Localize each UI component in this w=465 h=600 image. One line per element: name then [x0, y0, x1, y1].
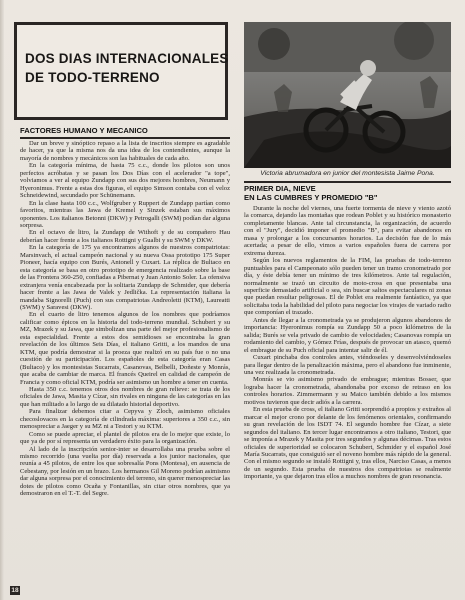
section-heading-first-day-line1: PRIMER DIA, NIEVE [244, 184, 316, 193]
paragraph: Dar un breve y sinóptico repaso a la lista de inscritos siempre es agradable de hacer, ya que la misma nos da una idea de los contendientes, aunque la mayoría de nombres y mecánicos son las habituales de cada año. [20, 140, 230, 162]
paragraph: Monrás se vio asimismo privado de embrague; mientras Bosser, que lograba hacer la cronometrada, abandonaba por exceso de retraso en los controles horarios. Zimmermann y su Maico también debido a los mismos motivos tuvieron que decir adiós a la carrera. [244, 376, 451, 406]
article-title-line2: DE TODO-TERRENO [25, 70, 160, 85]
photo-caption: Victoria abrumadora en junior del montesista Jaime Pona. [260, 170, 435, 177]
paragraph: Cuxart pinchaba dos controles antes, viéndoseles y desenvolviéndoseles para llegar dentro de la penalización máxima, pero el abandono fue inminente, una vez realizada la cronometrada. [244, 354, 451, 376]
paragraph: Durante la noche del viernes, una fuerte tormenta de nieve y viento azotó la comarca, dejando las montañas que rodean Poblet y su histórico monasterio completamente blancas. Ante tal circunstancia, la organización, de acuerdo con el "Jury", decidió imponer el promedio "B", para evitar abandonos en masa y prolongar a los concursantes horarios. La decisión fue de lo más acertada; a pesar de ello, vimos a varios españoles fuera de carrera por extrema dureza. [244, 205, 451, 257]
paragraph: Para finalizar debemos citar a Cepyva y Zloch, asimismo oficiales checoslovacos en la categoría de cilindrada máxima: superiores a 350 c.c., sin menospreciar a Jaeger y su MZ ni a Testori y su KTM. [20, 408, 230, 431]
section-rule-right [244, 181, 451, 183]
article-title-box [14, 22, 228, 120]
right-column-text [244, 205, 451, 593]
section-rule-left [20, 137, 230, 139]
page-binding-shadow [0, 0, 4, 600]
rider-photo-illustration [244, 22, 451, 168]
section-heading-factors: FACTORES HUMANO Y MECANICO [20, 126, 148, 135]
paragraph: Antes de llegar a la cronometrada ya se produjeron algunos abandonos de importancia: Hyeronimus rompía su Zundapp 50 a poco kilómetros de la salida; Burés se vela privado de cambio de velocidades; Casanovas rompía un rodamiento del cambio, y Gómez Frías, después de provocar un atasco, quemó el embrague de su Puch oficial para intentar salir de él. [244, 316, 451, 354]
paragraph: En el cuarto de litro tenemos algunos de los nombres que podríamos calificar como épicos en la historia del todo-terreno mundial. Schubert y su MZ, Mrazek y su Jawa, que simbolizan una parte del mejor profesionalismo de esta especialidad. Frente a estos dos semidioses se encontraba la gran revelación de los últimos Seis Días, el italiano Gritti, a los mandos de una KTM, que podría demostrar si la proeza que realizó en su país fue o no una cuestión de su participación. Los españoles de esta categoría eran Casas (Bultaco) y los montesistas Sucarrats, Casanovas, Belbelli, Doñeste y Monrás, que acaba de cambiar de marca. El francés Queirel en calidad de campeón de Francia y como oficial KTM, podría ser asimismo un hombre a tener en cuenta. [20, 311, 230, 386]
paragraph: En esta prueba de cross, el italiano Gritti sorprendió a propios y extraños al marcar el mejor crono por delante de los fenómenos orientales, confirmando su gran revelación de los ISDT 74. El segundo hombre fue Cízar, a siete segundos del italiano. En tercer lugar encontramos a otro italiano, Testori, que se imponía a Mrazek y Masita por tres segundos y algunas décimas. Tras estos oficiales de superioridad se colocaron Schubert, Schmider y el español José María Sucarrats, que consiguió ser el noveno hombre más rápido de la general. Con el mismo segundo se instaló Rottigni y, tras ellos, Narciso Casas, a menos de un segundo. Esta prueba de nuestros dos compatriotas se realmente importante, ya que dejaron tras ellos a muchos nombres de gran resonancia. [244, 406, 451, 481]
paragraph: En la categoría de 175 ya encontramos algunos de nuestros compatriotas: Marsinvach, el actual campeón nacional y su nueva Ossa prototipo 175 Super Pioneer, hacía equipo con Burés, Antonell y Cuxart. La réplica de Bultaco en esta categoría se basa en otro prototipo de emergencia realizado sobre la base de las Frontera 360-250, confiadas a Pibernat y Juan Antonio Soler. La ofensiva extranjera venía encabezada por la solitaria Zundapp de Schmider, que debería hacer frente a las Jawa de Valek y Jedlička. La representación italiana la mandaba Signorelli (Puch) con sus compatriotas Andreoletti (KTM), Laureatti (SWM) y Saravesi (DKW). [20, 244, 230, 311]
page-number: 18 [11, 587, 19, 594]
paragraph: Según los nuevos reglamentos de la FIM, las pruebas de todo-terreno puntuables para el Campeonato sólo pueden tener un tramo cronometrado por día, y éste debía tener un mínimo de tres kilómetros. Ante tal regulación, normalmente se trazó un circuito de moto-cross en que presentaba una superficie demasiado artificial o sea, sin buscar saltos espectaculares ni zonas que puedan resultar peligrosas. El de Poblet era realmente fantástico, ya que solicitaba toda la habilidad del piloto para negociar los virajes de variado radio que componían el trazado. [244, 257, 451, 317]
paragraph: En la categoría mínima, de hasta 75 c.c., donde los pilotos son unos perfectos acróbatas y se pasan los Dos Días con el acelerador "a tope", volviamos a ver al equipo Zundapp con sus dos mejores hombres, Neumann y Hyeronimus. Frente a estas dos figuras, el equipo Simson contaba con el veloz Schneidewind, secundado por Schünemann. [20, 162, 230, 200]
paragraph: En el octavo de litro, la Zundapp de Withoft y de su compañero Hau deberían hacer frente a los italianos Rottigni y Gualbi y su SWM y DKW. [20, 229, 230, 244]
paragraph: Al lado de la inscripción senior-inter se desarrollaba una prueba sobre el mismo recorrido (una vuelta por día) reservada a los junior nacionales, que reunía a 45 pilotos, de entre los que sobresalía Pons (Montesa), en ausencia de Cebestany, por lesión en un brazo. Los hermanos Gil Moreno podrían asimismo dar alguna sorpresa por el conocimiento del terreno, sin querer menospreciar las dotes de pilotos como Ocaña y Fontanillas, sin citar otros nombres, que ya demostraron en el T.-T. del Segre. [20, 445, 230, 498]
paragraph: En la clase hasta 100 c.c., Wolfgruber y Ruppert de Zundapp partían como favoritos, mientras las Jawa de Kremel y Sinzek estaban sus máximos oponentes. Los italianos Betonni (DKW) y Petrogalli (SWM) podían dar alguna sorpresa. [20, 199, 230, 229]
section-heading-first-day-line2: EN LAS CUMBRES Y PROMEDIO "B" [244, 193, 378, 202]
motocross-photo [244, 22, 451, 168]
paragraph: Hasta 350 c.c. tenemos otros dos nombres de gran relieve: se trata de los oficiales de Jawa, Masita y Cízar, sin rivales en ninguna de las categorías en las que han militado a lo largo de su dilatado historial deportivo. [20, 385, 230, 408]
left-column-text [20, 140, 230, 586]
article-title-line1: DOS DIAS INTERNACIONALES [25, 51, 229, 66]
paragraph: Como se puede apreciar, el plantel de pilotos era de lo mejor que existe, lo que ya de por sí representa un verdadero éxito para la organización. [20, 430, 230, 446]
